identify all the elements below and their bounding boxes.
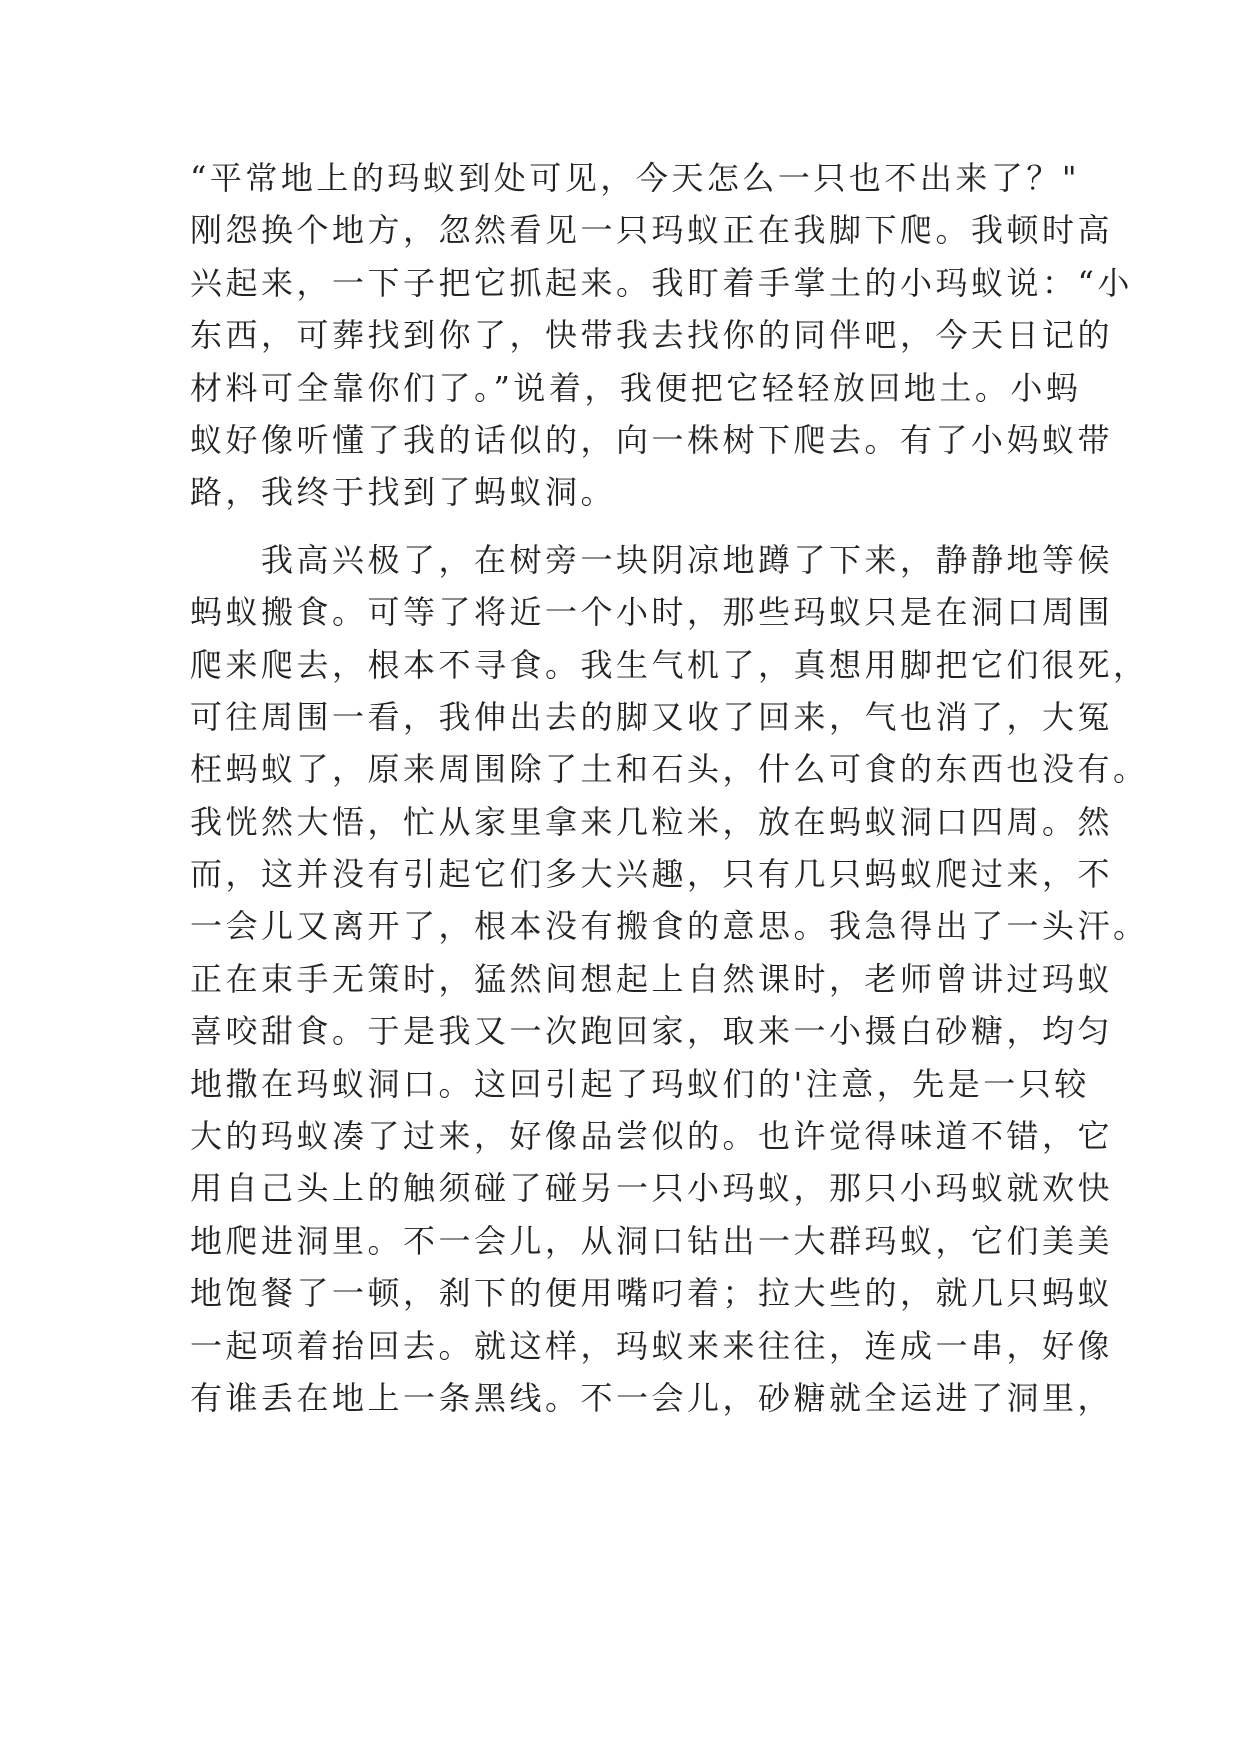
text-line: 蚂蚁搬食。可等了将近一个小时，那些玛蚁只是在洞口周围 [190, 593, 1114, 632]
text-line: 刚怨换个地方，忽然看见一只玛蚁正在我脚下爬。我顿时高 [190, 211, 1114, 250]
text-line: 用自己头上的触须碰了碰另一只小玛蚁，那只小玛蚁就欢快 [190, 1169, 1114, 1208]
paragraph-2 [190, 534, 1149, 1425]
text-line: 我高兴极了，在树旁一块阴凉地蹲了下来，静静地等候 [190, 540, 1114, 579]
text-line: 正在束手无策时，猛然间想起上自然课时，老师曾讲过玛蚁 [190, 959, 1114, 998]
paragraph-1 [190, 152, 1133, 519]
text-line: 我恍然大悟，忙从家里拿来几粒米，放在蚂蚁洞口四周。然 [190, 802, 1114, 841]
text-line: 有谁丢在地上一条黑线。不一会儿，砂糖就全运进了洞里， [190, 1378, 1114, 1417]
text-line: 而，这并没有引起它们多大兴趣，只有几只蚂蚁爬过来，不 [190, 855, 1114, 894]
text-line: 大的玛蚁凑了过来，好像品尝似的。也许觉得味道不错，它 [190, 1117, 1114, 1156]
text-line: 地爬进洞里。不一会儿，从洞口钻出一大群玛蚁，它们美美 [190, 1221, 1114, 1260]
text-line: 地饱餐了一顿，刹下的便用嘴叼着；拉大些的，就几只蚂蚁 [190, 1274, 1114, 1313]
text-line: 一起项着抬回去。就这样，玛蚁来来往往，连成一串，好像 [190, 1326, 1114, 1365]
text-line: 兴起来，一下子把它抓起来。我盯着手掌土的小玛蚁说：“小 [190, 263, 1133, 302]
text-line: 一会儿又离开了，根本没有搬食的意思。我急得出了一头汗。 [190, 907, 1149, 946]
text-line: 材料可全靠你们了。”说着，我便把它轻轻放回地土。小蚂 [190, 368, 1082, 407]
text-line: “平常地上的玛蚁到处可见，今天怎么一只也不出来了？" [190, 159, 1081, 197]
text-line: 喜咬甜食。于是我又一次跑回家，取来一小摄白砂糖，均匀 [190, 1012, 1114, 1051]
text-line: 枉蚂蚁了，原来周围除了土和石头，什么可食的东西也没有。 [190, 750, 1149, 789]
text-line: 路，我终于找到了蚂蚁洞。 [190, 473, 617, 512]
text-line: 东西，可葬找到你了，快带我去找你的同伴吧，今天日记的 [190, 316, 1114, 355]
text-line: 蚁好像听懂了我的话似的，向一株树下爬去。有了小妈蚁带 [190, 420, 1114, 459]
text-line: 地撒在玛蚁洞口。这回引起了玛蚁们的'注意，先是一只较 [190, 1064, 1090, 1103]
text-line: 可往周围一看，我伸出去的脚又收了回来，气也消了，大冤 [190, 697, 1114, 736]
text-line: 爬来爬去，根本不寻食。我生气机了，真想用脚把它们很死， [190, 645, 1149, 684]
document-body [190, 152, 1149, 1424]
